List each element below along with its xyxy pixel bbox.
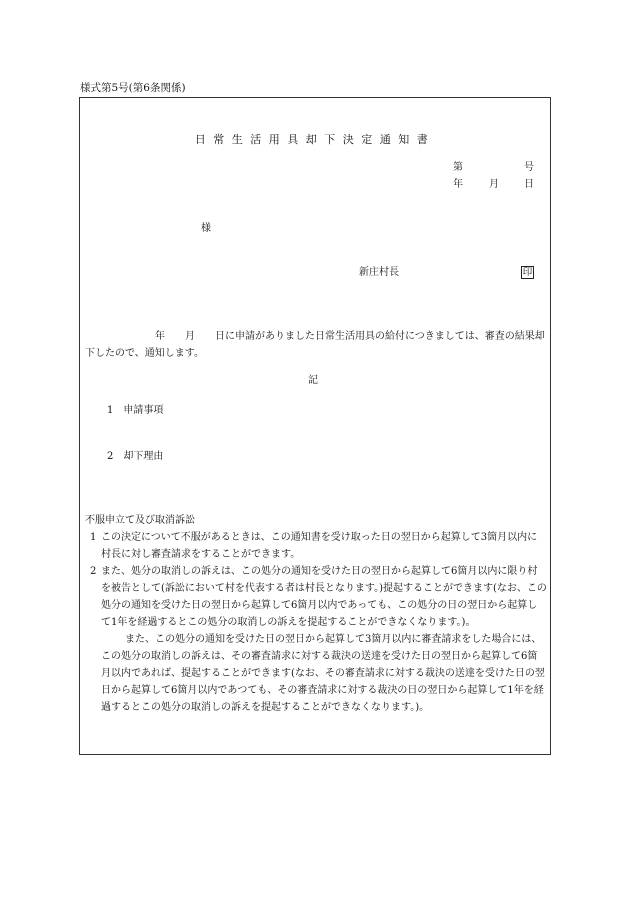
item-2-label: 却下理由 [123, 451, 164, 462]
notice-item-1-text: この決定について不服があるときは、この通知書を受け取った日の翌日から起算して3箇月以内に村長に対し審査請求をすることができます。 [101, 532, 538, 560]
ref-day: 日 [524, 179, 534, 190]
body-text: 日に申請がありました日常生活用具の給付につきましては、審査の結果却下したので、通知します。 [85, 331, 545, 359]
body-paragraph [85, 328, 545, 362]
notice-item-2-text: また、処分の取消しの訴えは、この処分の通知を受けた日の翌日から起算して6箇月以内に限り村を被告として(訴訟において村を代表する者は村長となります。)提起することができます(なお、この処分の通知を受けた日の翌日から起算して6箇月以内であっても、この処分の日の翌日から起算して1年を経過するとこの処分の取消しの訴えを提起することができなくなります。)。 [101, 566, 547, 628]
ref-go: 号 [524, 162, 534, 173]
addressee-suffix: 様 [201, 223, 211, 234]
body-month: 月 [185, 331, 195, 342]
sender-name: 新庄村長 [359, 267, 399, 278]
ref-year: 年 [453, 179, 463, 190]
item-2-number: 2 [107, 451, 114, 462]
notice-item-2 [85, 563, 547, 631]
body-year: 年 [155, 331, 165, 342]
notice-paragraph: また、この処分の通知を受けた日の翌日から起算して3箇月以内に審査請求をした場合には、この処分の取消しの訴えは、その審査請求に対する裁決の送達を受けた日の翌日から起算して6箇月以内であれば、提起することができます(なお、その審査請求に対する裁決の送達を受けた日の翌日から起算して6箇月以内であつても、その審査請求に対する裁決の日の翌日から起算して1年を経過するとこの処分の取消しの訴えを提起することができなくなります。)。 [101, 634, 545, 713]
notice-item-2-number: 2 [90, 566, 97, 577]
notice-heading: 不服申立て及び取消訴訟 [85, 515, 195, 526]
item-1-label: 申請事項 [123, 405, 164, 416]
ref-dai: 第 [453, 162, 463, 173]
ki-label: 記 [308, 375, 318, 386]
notice-item-1 [85, 529, 547, 563]
form-number-label: 様式第5号(第6条関係) [80, 82, 186, 94]
item-1 [107, 406, 163, 416]
document-title: 日常生活用具却下決定通知書 [194, 133, 436, 146]
appeal-notice [85, 512, 547, 716]
item-2 [107, 452, 163, 462]
seal-mark: 印 [522, 267, 533, 278]
item-1-number: 1 [107, 405, 114, 416]
ref-month: 月 [489, 179, 499, 190]
notice-item-1-number: 1 [90, 532, 97, 543]
